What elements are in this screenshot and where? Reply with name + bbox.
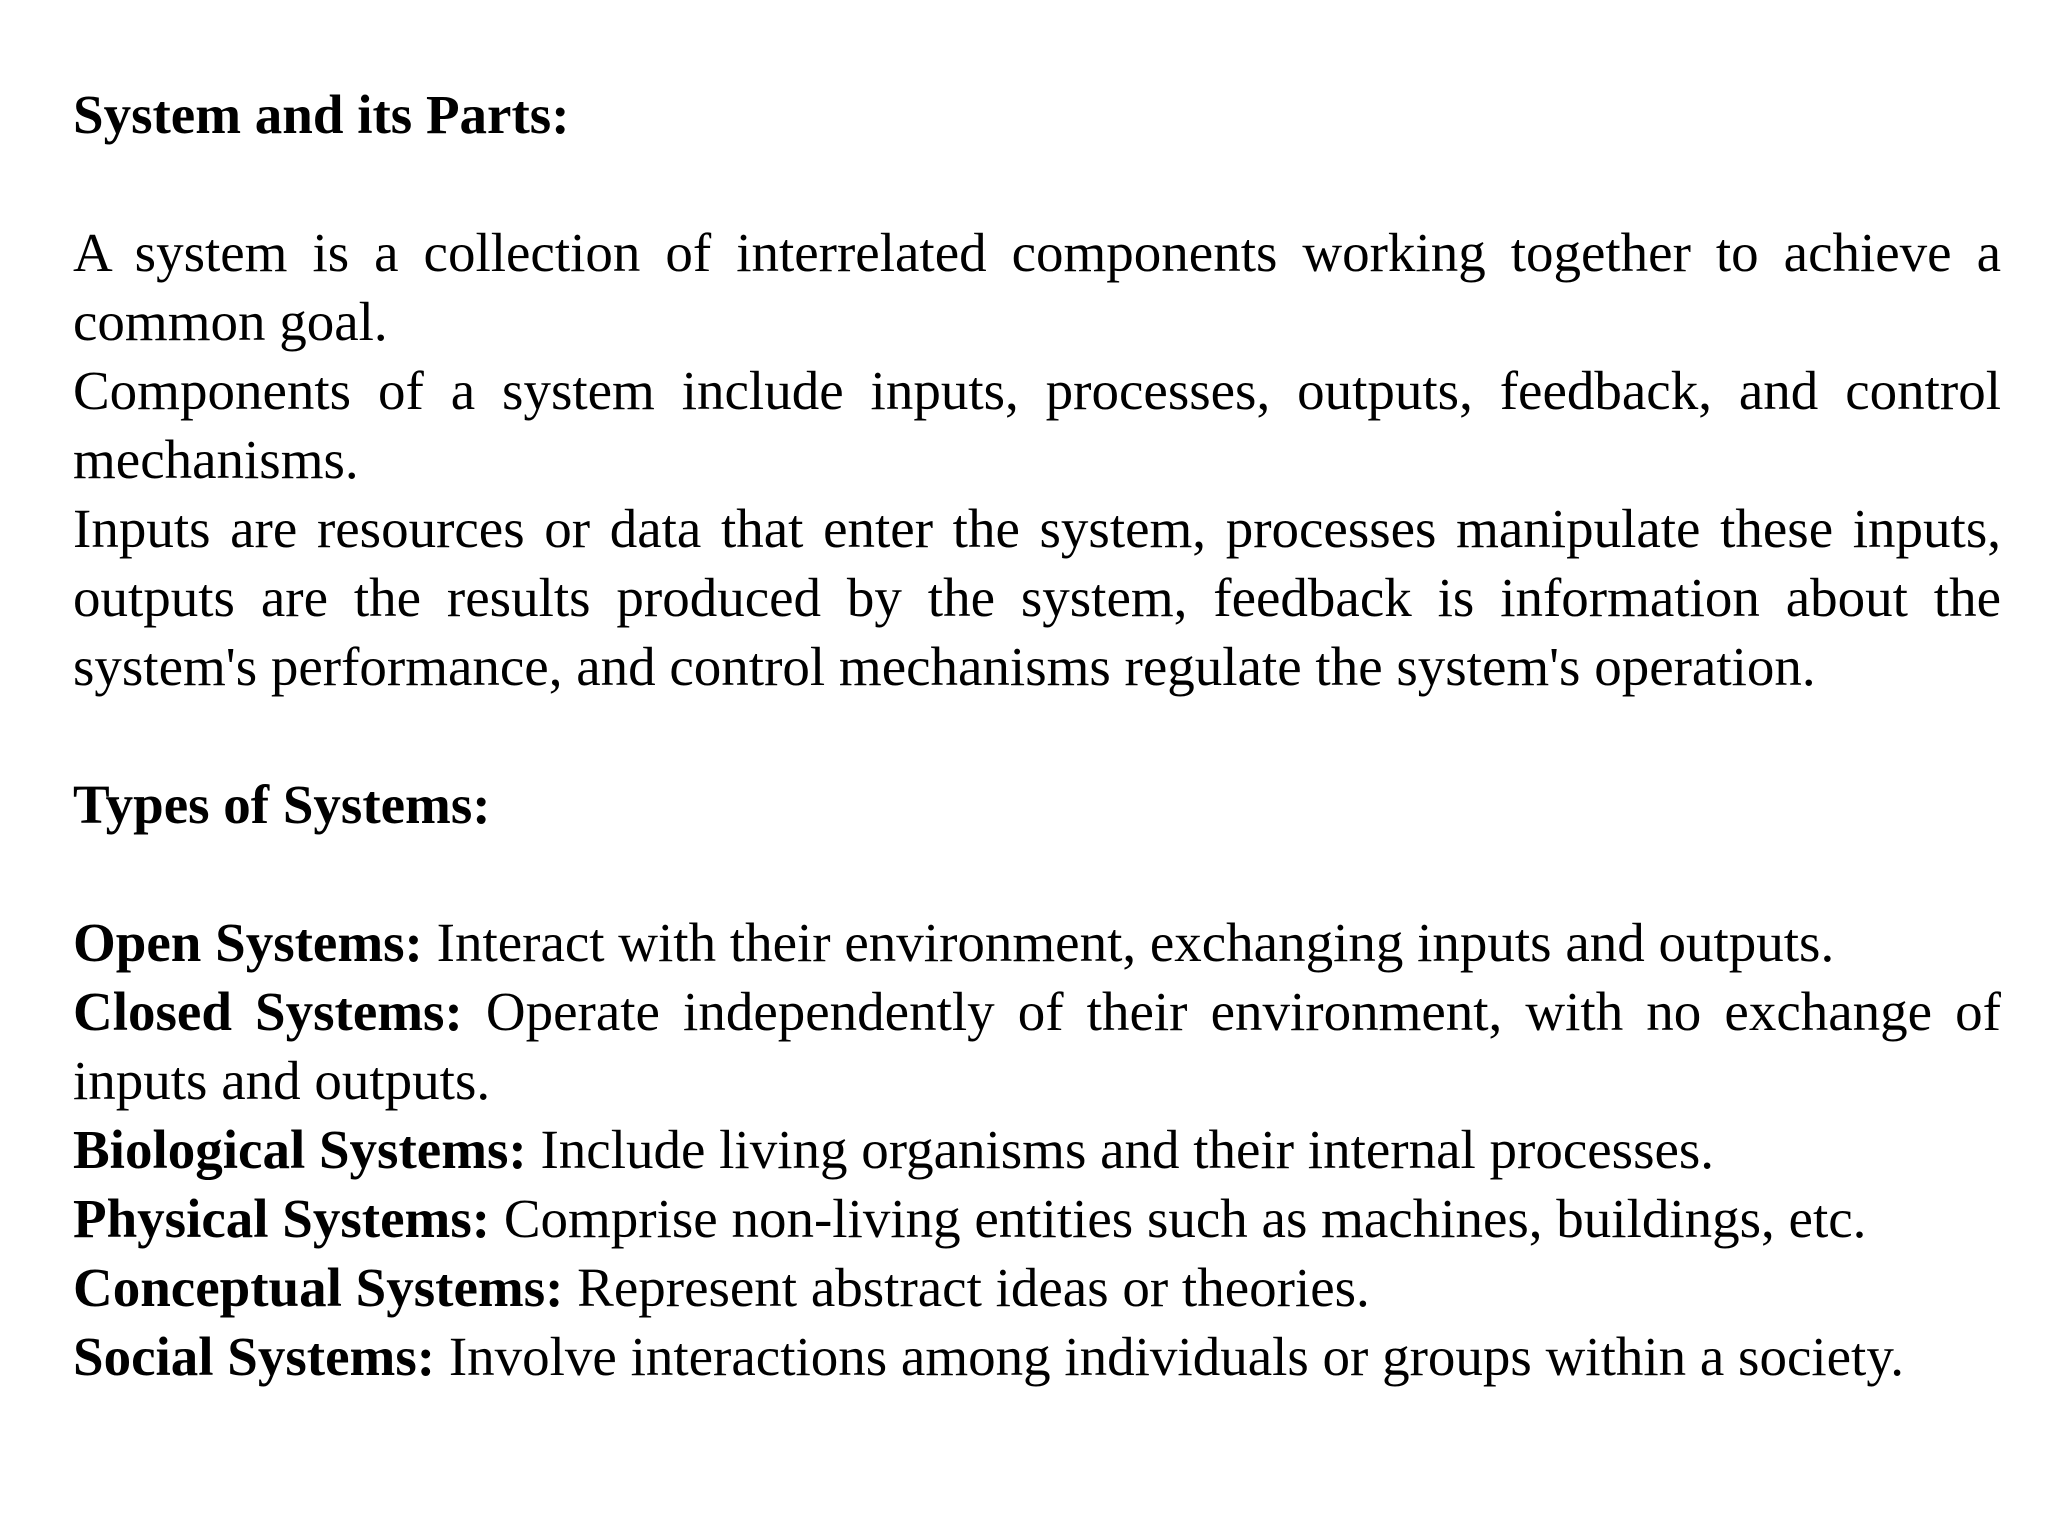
type-item-social (73, 1322, 2001, 1391)
spacer (73, 839, 2001, 908)
type-description: Interact with their environment, exchanging inputs and outputs. (422, 912, 1835, 973)
type-item-biological (73, 1115, 2001, 1184)
spacer (73, 701, 2001, 770)
paragraph-explanation: Inputs are resources or data that enter the system, processes manipulate these inputs, outputs are the results produced by the system, feedback is information about the system's performance, and control mechanisms regulate the system's operation. (73, 498, 2001, 697)
type-term: Social Systems: (73, 1326, 436, 1387)
type-description: Represent abstract ideas or theories. (563, 1257, 1370, 1318)
type-item-open (73, 908, 2001, 977)
document-body (73, 80, 2001, 1391)
type-term: Biological Systems: (73, 1119, 527, 1180)
type-description: Operate independently of their environment, with no exchange of inputs and outputs. (73, 981, 2001, 1111)
type-description: Comprise non-living entities such as machines, buildings, etc. (490, 1188, 1867, 1249)
spacer (73, 149, 2001, 218)
paragraph-components: Components of a system include inputs, processes, outputs, feedback, and control mechanisms. (73, 360, 2001, 490)
type-item-conceptual (73, 1253, 2001, 1322)
type-item-closed (73, 977, 2001, 1115)
paragraph-definition: A system is a collection of interrelated components working together to achieve a common goal. (73, 222, 2001, 352)
section-heading-system-parts: System and its Parts: (73, 84, 570, 145)
type-term: Closed Systems: (73, 981, 463, 1042)
type-term: Physical Systems: (73, 1188, 491, 1249)
type-term: Conceptual Systems: (73, 1257, 564, 1318)
type-term: Open Systems: (73, 912, 423, 973)
type-item-physical (73, 1184, 2001, 1253)
section-heading-types: Types of Systems: (73, 774, 491, 835)
type-description: Include living organisms and their internal processes. (526, 1119, 1715, 1180)
type-description: Involve interactions among individuals or groups within a society. (435, 1326, 1905, 1387)
